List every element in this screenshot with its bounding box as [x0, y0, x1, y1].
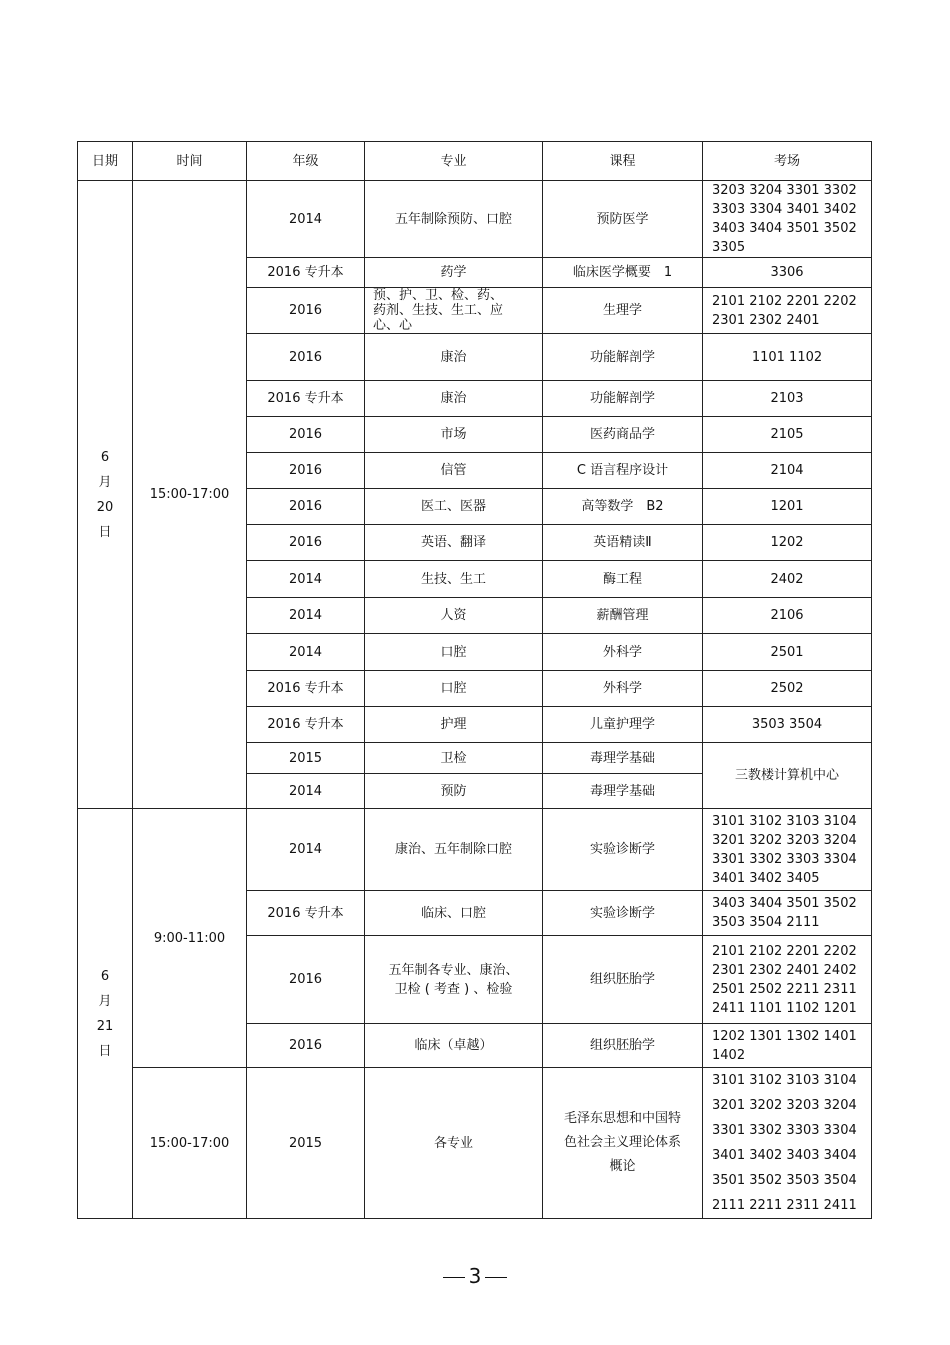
- major-cell-line: 药剂、生技、生工、应: [373, 303, 504, 318]
- room-cell: [703, 453, 872, 489]
- exam-date-line: 21: [96, 1018, 114, 1034]
- room-cell-line: 3403 3404 3501 3502: [712, 221, 857, 236]
- room-cell: [703, 258, 872, 288]
- grade-cell: 2014: [247, 774, 365, 809]
- major-cell-line: 五年制各专业、康治、: [388, 962, 519, 978]
- room-cell: [703, 809, 872, 891]
- room-cell-line: 3303 3304 3401 3402: [712, 202, 857, 217]
- course-cell: 毒理学基础: [543, 743, 703, 774]
- room-cell-line: 1202: [770, 535, 804, 550]
- room-cell: [703, 707, 872, 743]
- footer-dash-right: [485, 1277, 507, 1278]
- room-cell-line: 3401 3402 3403 3404: [712, 1148, 857, 1163]
- major-cell: 英语、翻译: [365, 525, 543, 561]
- major-cell: 康治: [365, 334, 543, 381]
- header-grade: 年级: [247, 142, 365, 181]
- room-cell-line: 3305: [712, 240, 746, 255]
- exam-date-line: 6: [100, 449, 110, 465]
- room-cell: [703, 561, 872, 598]
- exam-schedule-table: [77, 141, 872, 1219]
- grade-cell: 2016: [247, 417, 365, 453]
- major-cell: 信管: [365, 453, 543, 489]
- major-cell: 临床（卓越）: [365, 1024, 543, 1068]
- exam-date-line: 20: [96, 499, 114, 515]
- exam-time: 15:00-17:00: [133, 181, 247, 809]
- page-footer: [0, 1264, 950, 1288]
- exam-date-line: 6: [100, 968, 110, 984]
- course-cell: [543, 1068, 703, 1219]
- room-cell-line: 3401 3402 3405: [712, 870, 820, 886]
- course-cell: 实验诊断学: [543, 809, 703, 891]
- major-cell: 药学: [365, 258, 543, 288]
- room-cell: [703, 1024, 872, 1068]
- header-room: 考场: [703, 142, 872, 181]
- grade-cell: 2014: [247, 181, 365, 258]
- room-cell-line: 3301 3302 3303 3304: [712, 851, 857, 867]
- course-cell: 组织胚胎学: [543, 1024, 703, 1068]
- exam-date-line: 日: [98, 524, 112, 540]
- course-cell: 高等数学 B2: [543, 489, 703, 525]
- course-cell: 临床医学概要 1: [543, 258, 703, 288]
- grade-cell: 2014: [247, 809, 365, 891]
- course-cell: 英语精读Ⅱ: [543, 525, 703, 561]
- room-cell-line: 3101 3102 3103 3104: [712, 813, 857, 829]
- major-cell-line: 心、心: [373, 318, 413, 333]
- room-cell-line: 1201: [770, 499, 804, 514]
- table-row: [78, 809, 872, 891]
- grade-cell: 2014: [247, 598, 365, 634]
- exam-date: [78, 181, 133, 809]
- room-cell-line: 2103: [770, 391, 804, 406]
- major-cell: 市场: [365, 417, 543, 453]
- room-cell: [703, 181, 872, 258]
- course-cell: 功能解剖学: [543, 334, 703, 381]
- course-cell-line: 色社会主义理论体系: [563, 1135, 681, 1150]
- major-cell: 临床、口腔: [365, 891, 543, 936]
- major-cell-line: 预、护、卫、检、药、: [373, 288, 504, 303]
- room-cell-line: 2101 2102 2201 2202: [712, 293, 857, 309]
- major-cell: 康治: [365, 381, 543, 417]
- exam-time: 15:00-17:00: [133, 1068, 247, 1219]
- room-cell-line: 2106: [770, 608, 804, 623]
- major-cell: 卫检: [365, 743, 543, 774]
- grade-cell: 2016: [247, 453, 365, 489]
- grade-cell: 2016: [247, 1024, 365, 1068]
- room-cell: [703, 288, 872, 334]
- major-cell: 生技、生工: [365, 561, 543, 598]
- room-cell-line: 3306: [770, 265, 804, 280]
- room-cell: [703, 891, 872, 936]
- room-cell-line: 2105: [770, 427, 804, 442]
- course-cell: 酶工程: [543, 561, 703, 598]
- course-cell: 外科学: [543, 634, 703, 671]
- room-cell-line: 3201 3202 3203 3204: [712, 832, 857, 848]
- grade-cell: 2016: [247, 489, 365, 525]
- room-cell-line: 2301 2302 2401: [712, 312, 820, 328]
- grade-cell: 2014: [247, 561, 365, 598]
- room-cell-line: 2104: [770, 463, 804, 478]
- major-cell: 口腔: [365, 634, 543, 671]
- grade-cell: 2015: [247, 743, 365, 774]
- room-cell: [703, 489, 872, 525]
- exam-time: 9:00-11:00: [133, 809, 247, 1068]
- room-cell: 三教楼计算机中心: [703, 743, 872, 809]
- table-row: [78, 142, 872, 181]
- room-cell-line: 3501 3502 3503 3504: [712, 1173, 857, 1188]
- room-cell: [703, 634, 872, 671]
- footer-dash-left: [443, 1277, 465, 1278]
- room-cell: [703, 936, 872, 1024]
- exam-date-line: 月: [98, 993, 112, 1009]
- major-cell: 人资: [365, 598, 543, 634]
- course-cell-line: 概论: [609, 1159, 636, 1174]
- room-cell: [703, 1068, 872, 1219]
- exam-date: [78, 809, 133, 1219]
- course-cell: 生理学: [543, 288, 703, 334]
- page-number: 3: [468, 1264, 482, 1288]
- grade-cell: 2014: [247, 634, 365, 671]
- major-cell: 五年制除预防、口腔: [365, 181, 543, 258]
- grade-cell: 2015: [247, 1068, 365, 1219]
- grade-cell: 2016 专升本: [247, 707, 365, 743]
- room-cell-line: 2411 1101 1102 1201: [712, 1000, 857, 1016]
- header-time: 时间: [133, 142, 247, 181]
- room-cell-line: 2301 2302 2401 2402: [712, 962, 857, 978]
- course-cell: 毒理学基础: [543, 774, 703, 809]
- grade-cell: 2016 专升本: [247, 258, 365, 288]
- room-cell-line: 2501 2502 2211 2311: [712, 981, 857, 997]
- header-major: 专业: [365, 142, 543, 181]
- grade-cell: 2016 专升本: [247, 671, 365, 707]
- room-cell-line: 3201 3202 3203 3204: [712, 1098, 857, 1113]
- room-cell: [703, 417, 872, 453]
- course-cell: 组织胚胎学: [543, 936, 703, 1024]
- course-cell: 外科学: [543, 671, 703, 707]
- room-cell-line: 2101 2102 2201 2202: [712, 943, 857, 959]
- major-cell: [365, 288, 543, 334]
- grade-cell: 2016: [247, 288, 365, 334]
- room-cell-line: 2402: [770, 571, 804, 587]
- course-cell: 实验诊断学: [543, 891, 703, 936]
- course-cell: 医药商品学: [543, 417, 703, 453]
- room-cell: [703, 671, 872, 707]
- course-cell: 薪酬管理: [543, 598, 703, 634]
- course-cell: 功能解剖学: [543, 381, 703, 417]
- room-cell-line: 2501: [770, 644, 804, 660]
- major-cell: 口腔: [365, 671, 543, 707]
- room-cell: [703, 334, 872, 381]
- room-cell-line: 2111 2211 2311 2411: [712, 1198, 857, 1213]
- room-cell: [703, 381, 872, 417]
- room-cell-line: 3101 3102 3103 3104: [712, 1073, 857, 1088]
- grade-cell: 2016: [247, 525, 365, 561]
- course-cell-line: 毛泽东思想和中国特: [563, 1111, 681, 1126]
- exam-date-line: 月: [98, 474, 112, 490]
- room-cell: [703, 525, 872, 561]
- table-row: [78, 181, 872, 258]
- room-cell-line: 1101 1102: [751, 349, 823, 365]
- major-cell: 各专业: [365, 1068, 543, 1219]
- grade-cell: 2016: [247, 334, 365, 381]
- major-cell: 康治、五年制除口腔: [365, 809, 543, 891]
- room-cell-line: 2502: [770, 681, 804, 696]
- major-cell: 医工、医器: [365, 489, 543, 525]
- major-cell: [365, 936, 543, 1024]
- major-cell-line: 卫检 ( 考查 ) 、检验: [394, 981, 513, 997]
- course-cell: C 语言程序设计: [543, 453, 703, 489]
- room-cell-line: 3503 3504 2111: [712, 915, 820, 930]
- major-cell: 预防: [365, 774, 543, 809]
- major-cell: 护理: [365, 707, 543, 743]
- room-cell-line: 3403 3404 3501 3502: [712, 896, 857, 911]
- grade-cell: 2016 专升本: [247, 891, 365, 936]
- grade-cell: 2016: [247, 936, 365, 1024]
- grade-cell: 2016 专升本: [247, 381, 365, 417]
- room-cell: [703, 598, 872, 634]
- table-row: [78, 1068, 872, 1219]
- room-cell-line: 1402: [712, 1047, 746, 1063]
- exam-date-line: 日: [98, 1043, 112, 1059]
- header-course: 课程: [543, 142, 703, 181]
- room-cell-line: 3203 3204 3301 3302: [712, 183, 857, 198]
- room-cell-line: 1202 1301 1302 1401: [712, 1028, 857, 1044]
- course-cell: 预防医学: [543, 181, 703, 258]
- header-date: 日期: [78, 142, 133, 181]
- room-cell-line: 3301 3302 3303 3304: [712, 1123, 857, 1138]
- room-cell-line: 3503 3504: [751, 717, 823, 732]
- course-cell: 儿童护理学: [543, 707, 703, 743]
